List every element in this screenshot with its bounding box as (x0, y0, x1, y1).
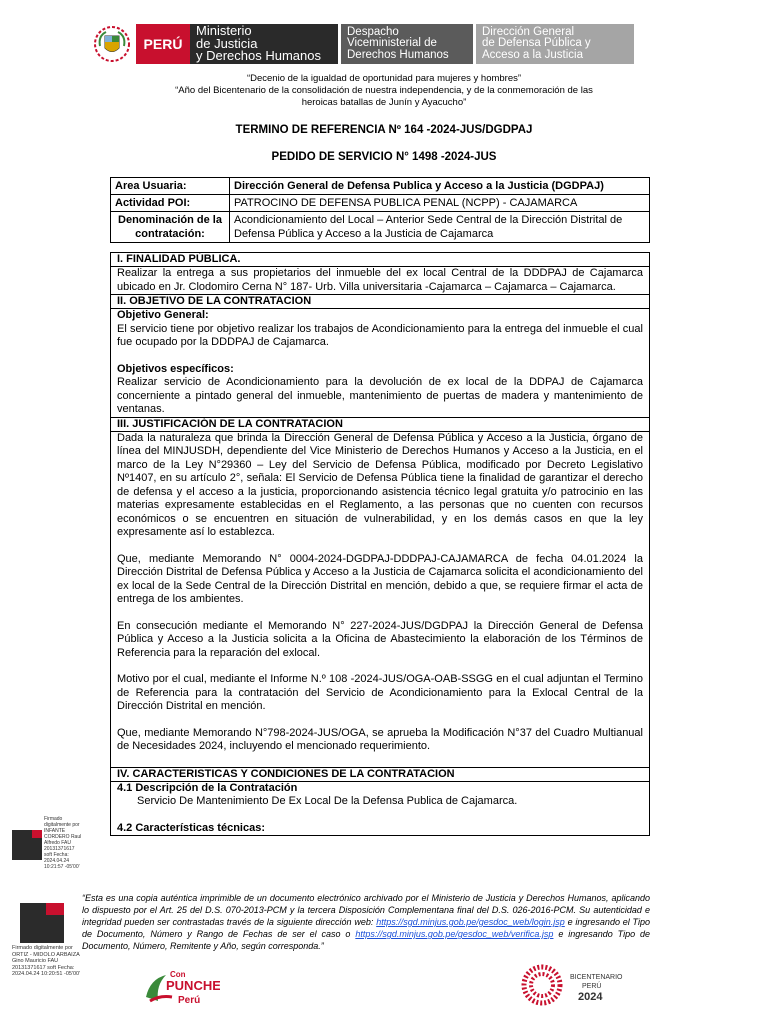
poi-label: Actividad POI: (111, 195, 230, 212)
note-part-a: “Esta es una copia auténtica imprimible de un documento electrónico archivado por el Ministerio de Justicia y Derechos Humanos, aplicando lo dispuesto por el Art. 25 del D.S. 070-2013-PCM y la tercera Disposición Complementana final del D.S. 026-2016-PCM. Su autenticidad e integridad pueden ser contrastadas través de la siguiente dirección web: (82, 893, 650, 927)
terms-body (110, 252, 650, 836)
justificacion-paragraph-4: Motivo por el cual, mediante el Informe N.º 108 -2024-JUS/OGA-OAB-SSGG en el cual adjuntan el Termino de Referencia para la contratación del Servicio de Acondicionamiento para la Exlocal Central de la Dirección Distrital en mención. (117, 673, 643, 712)
header-banner (88, 22, 652, 66)
svg-text:2024: 2024 (578, 991, 603, 1003)
info-table (110, 177, 650, 243)
note-part-c: e ingresando Tipo de Documento, Número, Remitente y Año, según corresponda.” (82, 929, 650, 951)
objetivo-general-text: El servicio tiene por objetivo realizar los trabajos de Acondicionamiento para la entrega del inmueble el cual fue ocupado por la DDDPAJ de Cajamarca. (117, 322, 643, 348)
ministry-line-2: de Justicia (196, 35, 258, 51)
area-label: Area Usuaria: (111, 178, 230, 195)
justificacion-paragraph-1: Dada la naturaleza que brinda la Dirección General de Defensa Pública y Acceso a la Justicia, órgano de línea del MINJUSDH, dependiente del Vice Ministerio de Derechos Humanos y Acceso a la Justicia, en el marco de la Ley N°29360 – Ley del Servicio de Defensa Pública, modificado por Decreto Legislativo Nº1407, en su artículo 2°, señala: El Servicio de Defensa Pública tiene la finalidad de garantizar el derecho de defensa y el acceso a la justicia, proporcionando asistencia técnico legal gratuita y/o patrocinio en las materias expresamente establecidas en el Reglamento, a las personas que no cuenten con recursos económicos o se encuentren en situación de vulnerabilidad, y en los demás casos en que la ley expresamente así lo establezca. (117, 431, 643, 538)
section-caracteristicas-title: IV. CARACTERISTICAS Y CONDICIONES DE LA CONTRATACION (111, 767, 649, 782)
descripcion-label: 4.1 Descripción de la Contratación (117, 781, 298, 794)
vice-ministry-box (341, 24, 473, 64)
slogan-year-1: “Año del Bicentenario de la consolidación de nuestra independencia, y de la conmemoración de las (175, 85, 593, 96)
caracteristicas-tecnicas-label: 4.2 Características técnicas: (117, 821, 265, 834)
coat-of-arms-icon (88, 22, 136, 66)
denomination-value: Acondicionamiento del Local – Anterior Sede Central de la Dirección Distrital de Defensa Pública y Acceso a la Justicia de Cajamarca (230, 212, 650, 243)
section-justificacion-title: III. JUSTIFICACIÓN DE LA CONTRATACION (111, 417, 649, 432)
svg-text:Con: Con (170, 970, 186, 979)
slogans (0, 73, 768, 109)
ministry-line-3: y Derechos Humanos (196, 48, 321, 64)
bicentenario-logo (520, 963, 645, 1007)
justificacion-paragraph-5: Que, mediante Memorando N°798-2024-JUS/OGA, se aprueba la Modificación N°37 del Cuadro Multianual de Necesidades 2024, incluyendo el mencionado requerimiento. (117, 726, 643, 752)
denomination-label: Denominación de la contratación: (111, 212, 230, 243)
svg-text:BICENTENARIO: BICENTENARIO (570, 974, 623, 981)
slogan-decade: “Decenio de la igualdad de oportunidad para mujeres y hombres” (246, 73, 522, 84)
verify-link[interactable]: https://sgd.minjus.gob.pe/gesdoc_web/verifica.jsp (355, 929, 554, 939)
directorate-line-3: Acceso a la Justicia (482, 48, 583, 61)
minjus-stamp-icon (20, 903, 64, 943)
con-punche-peru-logo (140, 963, 220, 1007)
directorate-line-1: Dirección General (482, 25, 575, 38)
note-part-b: e ingresando el Tipo de Documento, Número y Rango de Fechas de ser el caso o (82, 917, 650, 939)
objetivos-especificos-label: Objetivos específicos: (117, 362, 234, 375)
section-finalidad-text: Realizar la entrega a sus propietarios del inmueble del ex local Central de la DDDPAJ de Cajamarca ubicado en Jr. Clodomiro Cerna N° 187- Urb. Villa universitaria -Cajamarca – Cajamarca – Cajamarca. (117, 267, 643, 293)
justificacion-paragraph-3: En consecución mediante el Memorando N° 227-2024-JUS/DGDPAJ la Dirección General de Defensa Pública y Acceso a la Justicia solicita a la Oficina de Abastecimiento la elaboración de los Términos de Referencia para la reparación del exlocal. (117, 619, 643, 659)
justificacion-paragraph-2: Que, mediante Memorando N° 0004-2024-DGDPAJ-DDDPAJ-CAJAMARCA de fecha 04.01.2024 la Dirección Distrital de Defensa Pública y Acceso a la Justicia de Cajamarca solicita el acondicionamiento del ex local de la Sede Central de la Dirección Distrital en mención, debido a que, se requiere firmar el acta de entrega de los ambientes. (117, 552, 643, 605)
digital-signature-big: Firmado digitalmente por ORTIZ - MIDOLO ARBAIZA Gino Mauricio FAU 20131371617 soft Fecha: 2024.04.24 10:20:51 -05'00' (12, 945, 81, 977)
section-finalidad-title: I. FINALIDAD PÚBLICA. (111, 253, 649, 267)
descripcion-text: Servicio De Mantenimiento De Ex Local De la Defensa Publica de Cajamarca. (137, 795, 518, 807)
table-row (111, 178, 650, 195)
service-order-title: PEDIDO DE SERVICIO N° 1498 -2024-JUS (271, 151, 497, 163)
digital-signature-stamp-icon (12, 830, 42, 860)
directorate-box (476, 24, 634, 64)
vice-ministry-line-3: Derechos Humanos (347, 48, 449, 61)
objetivo-general-label: Objetivo General: (117, 309, 209, 321)
login-link[interactable]: https://sgd.minjus.gob.pe/gesdoc_web/login.jsp (376, 917, 565, 927)
table-row (111, 212, 650, 243)
svg-text:PUNCHE: PUNCHE (166, 978, 220, 993)
ministry-line-1: Ministerio (196, 23, 252, 39)
ministry-box (190, 24, 338, 64)
digital-signature-small: Firmado digitalmente por INFANTE CORDERO Raul Alfredo FAU 20131371617 soft Fecha: 2024.04.24 10:21:57 -05'00' (44, 816, 82, 870)
objetivos-especificos-text: Realizar servicio de Acondicionamiento para la devolución de ex local de la DDPAJ de Cajamarca concerniente a pintado general del inmueble, mantenimiento de puertas de madera y mantenimiento de ventanas. (117, 376, 643, 415)
area-value: Dirección General de Defensa Publica y Acceso a la Justicia (DGDPAJ) (230, 178, 650, 195)
section-objetivo-title: II. OBJETIVO DE LA CONTRATACION (111, 294, 649, 309)
peru-brand: PERÚ (136, 24, 190, 64)
table-row (111, 195, 650, 212)
svg-text:Perú: Perú (178, 995, 201, 1006)
svg-text:PERÚ: PERÚ (582, 983, 602, 990)
tdr-title: TERMINO DE REFERENCIA Nº 164 -2024-JUS/DGDPAJ (235, 124, 533, 136)
poi-value: PATROCINO DE DEFENSA PUBLICA PENAL (NCPP) - CAJAMARCA (230, 195, 650, 212)
vice-ministry-line-1: Despacho (347, 25, 399, 38)
authenticity-note (82, 892, 650, 952)
vice-ministry-line-2: Viceministerial de (347, 37, 437, 50)
directorate-line-2: de Defensa Pública y (482, 37, 591, 50)
slogan-year-2: heroicas batallas de Junín y Ayacucho” (301, 97, 467, 108)
